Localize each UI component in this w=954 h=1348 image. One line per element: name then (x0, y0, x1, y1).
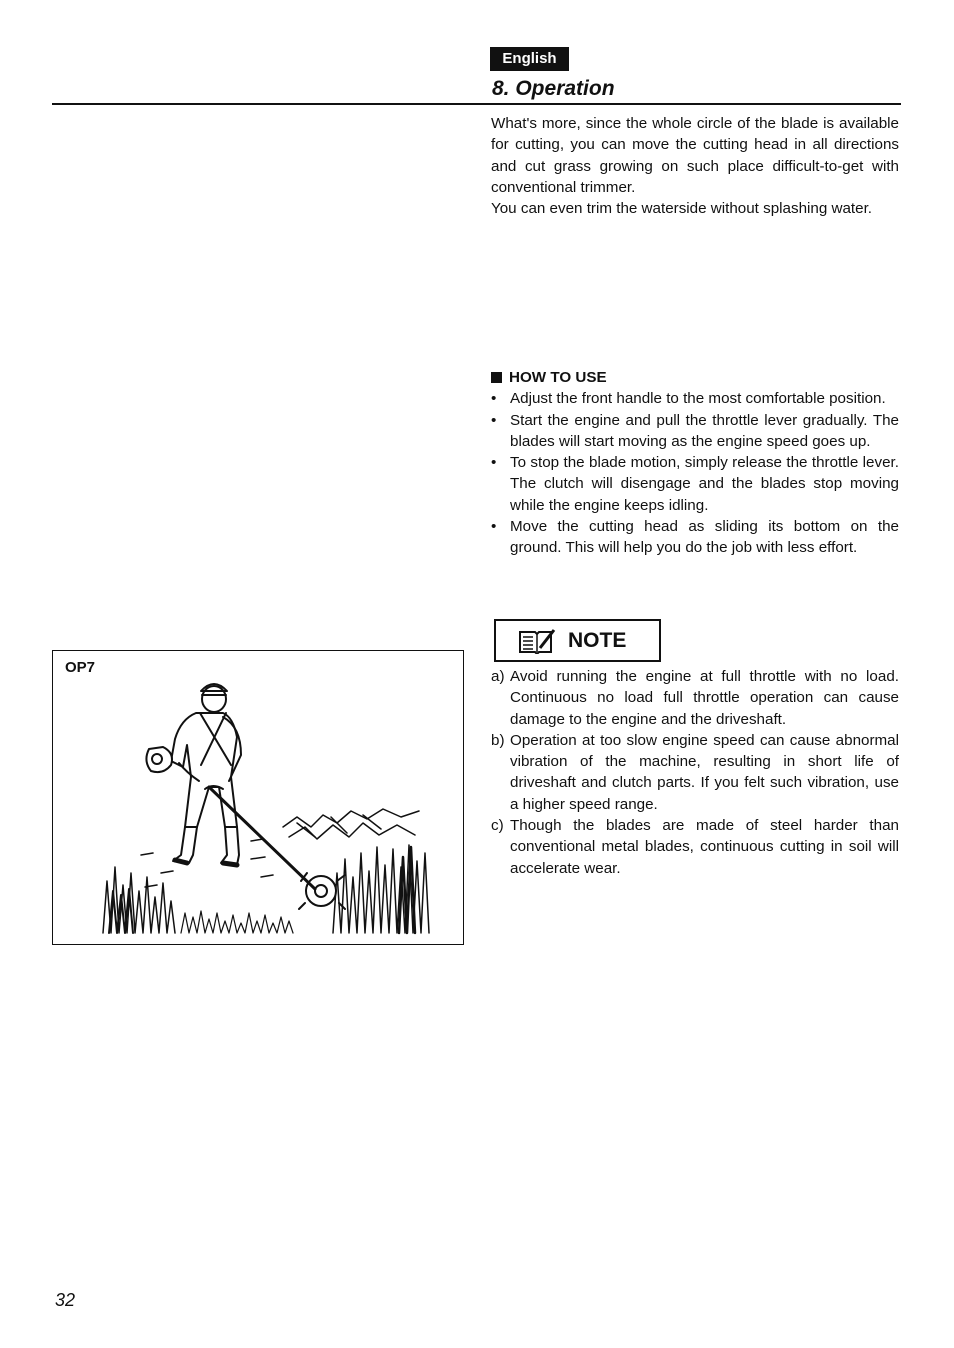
header-rule (52, 103, 901, 105)
list-item (491, 452, 899, 516)
list-item-text: Start the engine and pull the throttle lever gradually. The blades will start moving as the engine speed goes up. (510, 411, 899, 450)
list-item (491, 516, 899, 559)
list-item-text: Adjust the front handle to the most comfortable position. (510, 390, 886, 408)
note-text: Avoid running the engine at full throttle with no load. Continuous no load full throttle operation can cause damage to the engine and the driveshaft. (510, 668, 899, 728)
intro-paragraph: You can even trim the waterside without splashing water. (491, 200, 873, 218)
note-text: Though the blades are made of steel harder than conventional metal blades, continuous cutting in soil will accelerate wear. (510, 817, 899, 877)
bullet: • (491, 411, 497, 429)
note-label: NOTE (568, 628, 627, 652)
list-item (491, 730, 899, 815)
section-title: 8. Operation (492, 77, 615, 100)
how-to-use-heading (491, 367, 899, 388)
how-to-use-section (491, 367, 899, 559)
bullet: • (491, 454, 497, 472)
note-marker: a) (491, 668, 505, 685)
intro-paragraph: What's more, since the whole circle of the blade is available for cutting, you can move the cutting head in all directions and cut grass growing on such place difficult-to-get with conventional trimmer. (491, 115, 899, 196)
book-pencil-icon (518, 628, 556, 654)
note-marker: c) (491, 817, 504, 835)
list-item-text: To stop the blade motion, simply release the throttle lever. The clutch will disengage and the blades stop moving while the engine keeps idling. (510, 454, 899, 514)
list-item (491, 410, 899, 453)
bullet: • (491, 390, 497, 408)
list-item-text: Move the cutting head as sliding its bottom on the ground. This will help you do the job with less effort. (510, 518, 899, 557)
bullet: • (491, 518, 497, 536)
language-badge: English (490, 47, 569, 71)
note-list (491, 666, 899, 879)
list-item (491, 388, 899, 409)
note-section (491, 666, 899, 879)
square-bullet-icon (491, 372, 502, 383)
list-item (491, 815, 899, 879)
note-text: Operation at too slow engine speed can cause abnormal vibration of the machine, resulting in short life of driveshaft and clutch parts. If you felt such vibration, use a higher speed range. (510, 731, 899, 813)
note-marker: b) (491, 731, 505, 749)
figure-op7 (52, 650, 464, 945)
figure-label: OP7 (65, 659, 96, 676)
operator-trimmer-illustration (101, 677, 431, 935)
note-box (494, 619, 661, 662)
how-to-use-list (491, 388, 899, 558)
how-to-use-heading-text: HOW TO USE (509, 369, 607, 386)
list-item (491, 666, 899, 730)
intro-text (491, 113, 899, 219)
page-number: 32 (55, 1290, 76, 1310)
